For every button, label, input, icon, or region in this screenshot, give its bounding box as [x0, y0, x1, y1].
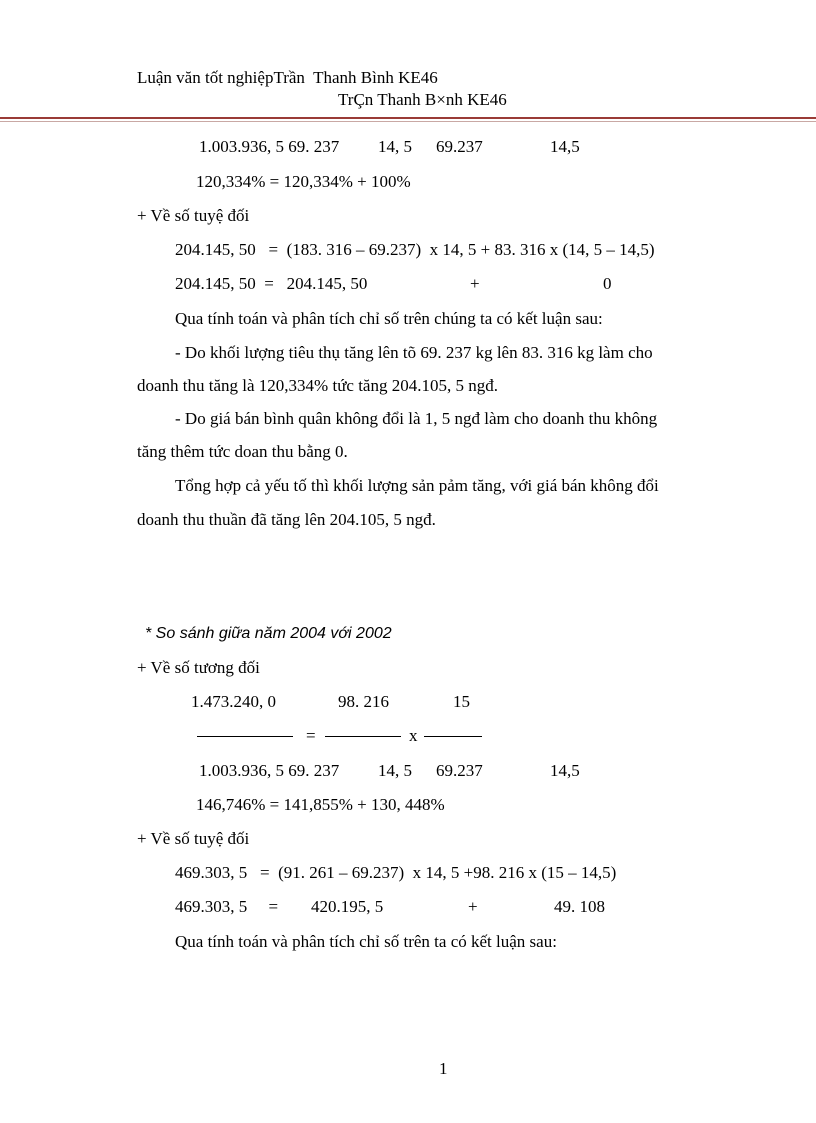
s2-title: * So sánh giữa năm 2004 với 2002 — [145, 625, 392, 642]
s1-denom-1: 1.003.936, 5 69. 237 — [199, 137, 340, 156]
s2-denom-4: 14,5 — [550, 761, 580, 780]
s1-absolute-equation-1: 204.145, 50 = (183. 316 – 69.237) x 14, 5 + 83. 316 x (14, 5 – 14,5) — [175, 240, 655, 259]
s2-denom-3: 69.237 — [436, 761, 483, 780]
s1-paragraph-3-line-1: Tổng hợp cả yếu tố thì khối lượng sản pảm tăng, với giá bán không đổi — [175, 476, 659, 495]
s1-paragraph-2-line-1: - Do giá bán bình quân không đổi là 1, 5 ngđ làm cho doanh thu không — [175, 409, 658, 428]
s2-fraction-bar-2 — [325, 736, 401, 737]
s1-percent-equation: 120,334% = 120,334% + 100% — [196, 172, 411, 191]
s1-denom-3: 69.237 — [436, 137, 483, 156]
s1-paragraph-3-line-2: doanh thu thuần đã tăng lên 204.105, 5 ngđ. — [137, 510, 436, 529]
s2-fraction-bar-3 — [424, 736, 482, 737]
header-rule-thin — [0, 121, 816, 122]
s2-numerator-2: 98. 216 — [338, 692, 389, 711]
s1-absolute-equation-2-right: 0 — [603, 274, 612, 293]
s1-absolute-equation-2-left: 204.145, 50 = 204.145, 50 — [175, 274, 368, 293]
s2-denom-1: 1.003.936, 5 69. 237 — [199, 761, 340, 780]
s1-paragraph-1-line-2: doanh thu tăng là 120,334% tức tăng 204.105, 5 ngđ. — [137, 376, 498, 395]
s1-absolute-equation-2-plus: + — [470, 274, 480, 293]
s2-relative-title: + Về số tương đối — [137, 658, 260, 677]
header-line-1: Luận văn tốt nghiệpTrần Thanh Bình KE46 — [137, 68, 438, 87]
s2-denom-2: 14, 5 — [378, 761, 412, 780]
s2-absolute-equation-1: 469.303, 5 = (91. 261 – 69.237) x 14, 5 +98. 216 x (15 – 14,5) — [175, 863, 617, 882]
s1-denom-2: 14, 5 — [378, 137, 412, 156]
s2-numerator-1: 1.473.240, 0 — [191, 692, 276, 711]
s2-equals-sign: = — [306, 726, 316, 745]
s1-paragraph-2-line-2: tăng thêm tức doan thu bằng 0. — [137, 442, 348, 461]
s2-numerator-3: 15 — [453, 692, 470, 711]
s1-conclusion-intro: Qua tính toán và phân tích chỉ số trên chúng ta có kết luận sau: — [175, 309, 603, 328]
s2-absolute-equation-2-plus: + — [468, 897, 478, 916]
header-rule — [0, 117, 816, 119]
s2-conclusion-intro: Qua tính toán và phân tích chỉ số trên ta có kết luận sau: — [175, 932, 557, 951]
s2-absolute-equation-2-left: 469.303, 5 = — [175, 897, 279, 916]
page-number: 1 — [439, 1059, 448, 1078]
s2-percent-equation: 146,746% = 141,855% + 130, 448% — [196, 795, 445, 814]
s2-fraction-bar-1 — [197, 736, 293, 737]
s2-times-sign: x — [409, 726, 418, 745]
s2-absolute-title: + Về số tuyệ đối — [137, 829, 250, 848]
s1-paragraph-1-line-1: - Do khối lượng tiêu thụ tăng lên tõ 69. 237 kg lên 83. 316 kg làm cho — [175, 343, 653, 362]
header-line-2: TrÇn Thanh B×nh KE46 — [338, 90, 507, 109]
s1-denom-4: 14,5 — [550, 137, 580, 156]
s2-absolute-equation-2-right: 49. 108 — [554, 897, 605, 916]
s2-absolute-equation-2-middle: 420.195, 5 — [311, 897, 384, 916]
s1-absolute-title: + Về số tuyệ đối — [137, 206, 250, 225]
